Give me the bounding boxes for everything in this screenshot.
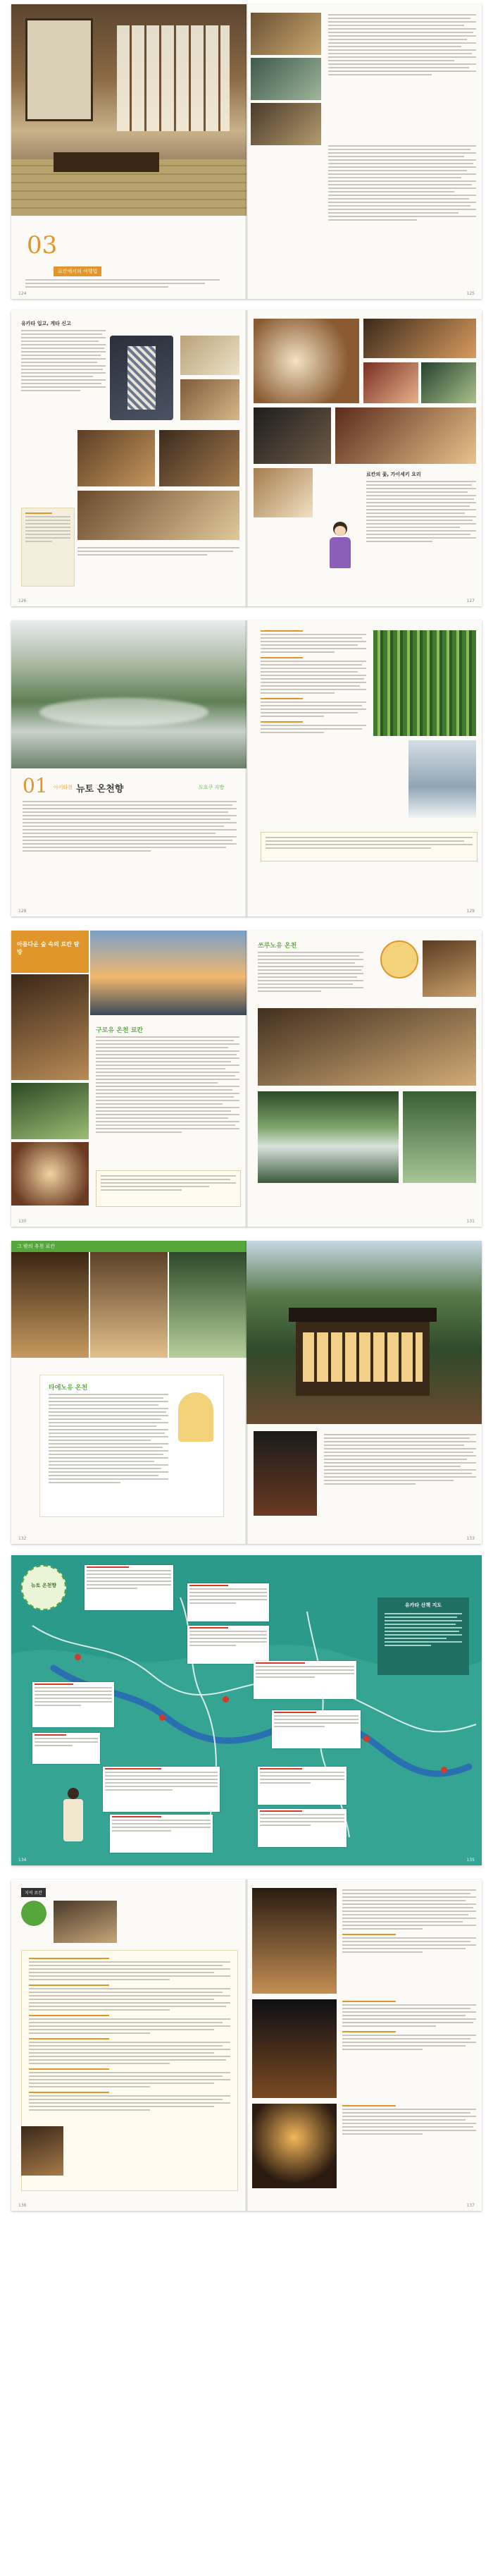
map-label-3 — [187, 1626, 269, 1664]
info-box — [261, 832, 478, 861]
page-125 — [246, 4, 482, 299]
map-marker — [75, 1654, 81, 1660]
spread-1 — [11, 4, 482, 299]
page-number: 137 — [466, 2203, 475, 2208]
meal-title: 료칸의 꽃, 가이세키 요리 — [366, 472, 421, 477]
map-label-6 — [103, 1767, 220, 1812]
garden-bath-photo — [169, 1252, 246, 1358]
chapter-number: 01 — [23, 774, 48, 797]
kaiseki-photo-3 — [363, 362, 418, 403]
yukata-photo — [110, 336, 173, 420]
map-legend-box — [377, 1597, 469, 1675]
map-label-7 — [110, 1815, 213, 1853]
mountain-inn-photo — [246, 1241, 482, 1424]
onsen-river-photo — [11, 620, 246, 768]
corridor-photo — [11, 1252, 89, 1358]
inn-text-2 — [342, 2001, 476, 2052]
kaiseki-photo-4 — [421, 362, 476, 403]
map-marker — [441, 1767, 447, 1773]
bath-photo — [423, 940, 476, 997]
chapter-title: 뉴토 온천향 — [76, 784, 124, 795]
inn-text — [49, 1394, 168, 1485]
rotenburo-photo — [90, 1252, 168, 1358]
map-title-badge — [21, 1565, 66, 1610]
sake-illustration — [380, 940, 418, 979]
banner-text: 아름다운 숲 속의 료칸 탐방 — [17, 941, 80, 955]
spread-7 — [11, 1879, 482, 2211]
banner-text: 그 밖의 추천 료칸 — [17, 1244, 56, 1249]
inn-description — [324, 1434, 476, 1487]
page-number: 131 — [466, 1219, 475, 1224]
spread-2 — [11, 310, 482, 606]
map-label-5 — [32, 1733, 100, 1764]
chapter-number: 03 — [27, 231, 58, 259]
page-number: 135 — [466, 1858, 475, 1863]
spread-4 — [11, 931, 482, 1227]
caption-text — [77, 547, 239, 558]
page-number: 136 — [18, 2203, 27, 2208]
info-box — [96, 1170, 241, 1207]
map-label-4 — [32, 1682, 114, 1727]
section-tag: 료칸에서의 여행법 — [54, 266, 101, 276]
ryokan-room-photo — [11, 4, 246, 216]
green-circle-badge — [21, 1901, 46, 1926]
map-label-1 — [85, 1565, 173, 1610]
tip-box — [21, 508, 75, 587]
map-marker — [363, 1736, 370, 1742]
kaiseki-photo-1 — [254, 319, 359, 403]
inn-title: 타에노유 온천 — [49, 1385, 88, 1392]
lake-sunset-photo — [90, 931, 246, 1015]
page-133 — [246, 1241, 482, 1544]
inn-right-text — [258, 952, 363, 994]
kaiseki-photo-5 — [254, 407, 331, 464]
page-136 — [11, 1879, 246, 2211]
page-number: 132 — [18, 1536, 27, 1541]
stream-photo — [403, 1091, 476, 1183]
yukata-section-title: 유카타 입고, 게타 신고 — [21, 321, 71, 326]
chapter-intro-text — [23, 801, 237, 854]
section-banner — [11, 931, 89, 973]
page-127 — [246, 310, 482, 606]
street-photo-1 — [21, 2126, 63, 2176]
yukata-text — [21, 330, 106, 393]
page-126 — [11, 310, 246, 606]
access-text — [261, 630, 366, 735]
kaiseki-photo-6 — [335, 407, 476, 464]
room-photo-1 — [77, 430, 155, 486]
waterfall-photo — [258, 1091, 399, 1183]
inn-room-photo — [258, 1008, 476, 1086]
spread-5 — [11, 1241, 482, 1544]
page-124 — [11, 4, 246, 299]
page-number: 128 — [18, 909, 27, 914]
room-photo-3 — [77, 491, 239, 540]
page-number: 124 — [18, 291, 27, 296]
page-number: 133 — [466, 1536, 475, 1541]
inn-corridor-photo — [251, 13, 321, 55]
inn-text-1 — [342, 1889, 476, 1955]
night-street-photo — [252, 1999, 337, 2098]
onsen-illustration — [178, 1392, 213, 1442]
spread-6 — [11, 1555, 482, 1865]
kaiseki-photo-2 — [363, 319, 476, 358]
page-137 — [246, 1879, 482, 2211]
winter-bath-photo — [408, 740, 476, 818]
legend-title: 유카타 산책 지도 — [404, 1602, 442, 1608]
page-number: 127 — [466, 599, 475, 603]
bamboo-forest-photo — [373, 630, 476, 736]
meal-text — [366, 481, 476, 544]
inn-title: 구로유 온천 료칸 — [96, 1027, 144, 1034]
map-label-11 — [258, 1809, 347, 1847]
map-label-8 — [254, 1661, 356, 1699]
page-number: 134 — [18, 1858, 27, 1863]
amenity-photo-2 — [180, 379, 239, 420]
page-128 — [11, 620, 246, 916]
page-number: 125 — [466, 291, 475, 296]
map-marker — [223, 1696, 229, 1703]
chapter-tag: 지역 료칸 — [21, 1888, 46, 1897]
map-marker — [159, 1715, 166, 1721]
woman-illustration — [324, 522, 356, 571]
hot-spring-photo — [251, 58, 321, 100]
kaiseki-photo-7 — [254, 468, 313, 517]
inn-card — [39, 1375, 224, 1517]
room-interior-photo — [11, 974, 89, 1080]
dinner-photo — [11, 1142, 89, 1206]
intro-text — [25, 279, 230, 290]
page-129 — [246, 620, 482, 916]
calligraphy-scroll — [25, 18, 93, 121]
page-131 — [246, 931, 482, 1227]
section-banner — [11, 1241, 246, 1252]
page-130 — [11, 931, 246, 1227]
inn-title-right: 쓰루노유 온천 — [258, 943, 297, 950]
page-number: 130 — [18, 1219, 27, 1224]
body-text-1 — [328, 14, 476, 78]
spread-3 — [11, 620, 482, 916]
inn-exterior-photo — [251, 103, 321, 145]
shoji-window — [117, 25, 230, 131]
body-text-2 — [328, 145, 476, 223]
low-table — [54, 152, 159, 172]
page-132 — [11, 1241, 246, 1544]
map-title: 뉴토 온천향 — [30, 1583, 57, 1588]
garden-photo — [11, 1083, 89, 1139]
page-number: 129 — [466, 909, 475, 914]
chapter-tag: 도호쿠 지방 — [199, 785, 225, 790]
page-number: 126 — [18, 599, 27, 603]
night-inn-photo — [254, 1431, 317, 1516]
map-label-2 — [187, 1583, 269, 1621]
yukata-walker-illustration — [61, 1788, 86, 1844]
map-label-9 — [272, 1710, 361, 1748]
lantern-photo — [252, 2104, 337, 2188]
map-label-10 — [258, 1767, 347, 1805]
inn-lobby-photo — [252, 1888, 337, 1994]
inn-description — [96, 1036, 239, 1135]
chapter-region: 아키타현 — [54, 785, 73, 790]
town-photo — [54, 1901, 117, 1943]
amenity-photo-1 — [180, 336, 239, 375]
inn-text-3 — [342, 2105, 476, 2137]
room-photo-2 — [159, 430, 239, 486]
